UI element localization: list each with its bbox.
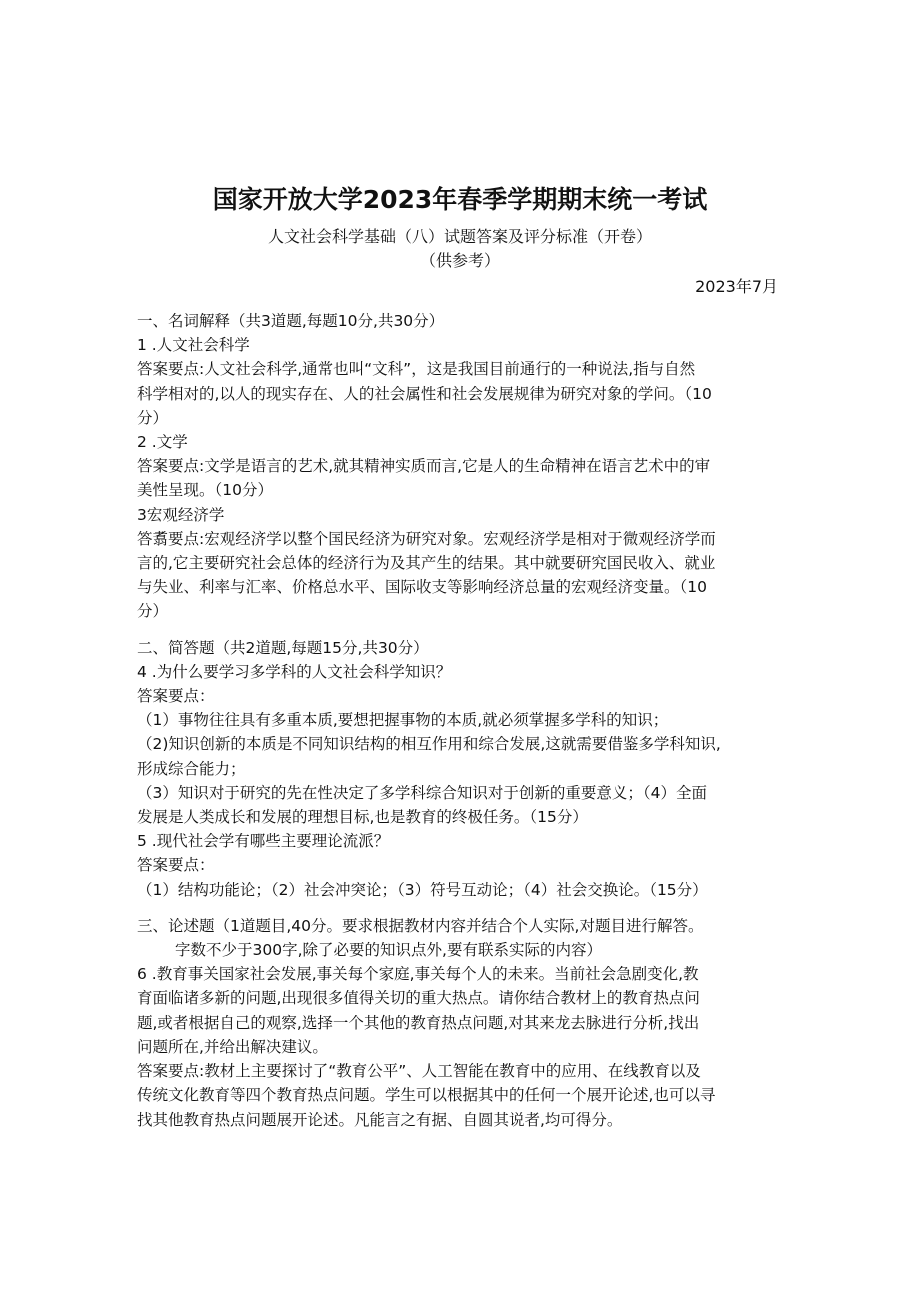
answer-line: 形成综合能力； xyxy=(137,759,246,778)
answer-line: （1）结构功能论；（2）社会冲突论；（3）符号互动论；（4）社会交换论。（15分） xyxy=(137,880,708,899)
section-heading: 三、论述题（1道题目,40分。要求根据教材内容并结合个人实际,对题目进行解答。 xyxy=(137,916,704,935)
reference-note: （供参考） xyxy=(419,251,500,270)
answer-line: 分） xyxy=(137,602,169,621)
document-title: 国家开放大学2023年春季学期期末统一考试 xyxy=(212,185,708,214)
question: 5 .现代社会学有哪些主要理论流派？ xyxy=(137,832,390,851)
answer-line: （2)知识创新的本质是不同知识结构的相互作用和综合发展,这就需要借鉴多学科知识, xyxy=(137,735,721,754)
answer-line: 发展是人类成长和发展的理想目标,也是教育的终极任务。（15分） xyxy=(137,808,588,827)
question: 1 .人文社会科学 xyxy=(137,336,250,355)
question-line: 问题所在,并给出解决建议。 xyxy=(137,1037,328,1056)
answer-line: 言的,它主要研究社会总体的经济行为及其产生的结果。其中就要研究国民收入、就业 xyxy=(137,554,716,573)
answer-line: 答翥要点:宏观经济学以整个国民经济为研究对象。宏观经济学是相对于微观经济学而 xyxy=(137,529,716,548)
question: 4 .为什么要学习多学科的人文社会科学知识？ xyxy=(137,662,452,681)
section-heading: 二、简答题（共2道题,每题15分,共30分） xyxy=(137,638,429,657)
question-line: 育面临诸多新的问题,出现很多值得关切的重大热点。请你结合教材上的教育热点问 xyxy=(137,989,700,1008)
answer-line: 答案要点:教材上主要探讨了“教育公平”、人工智能在教育中的应用、在线教育以及 xyxy=(137,1062,701,1081)
answer-line: 科学相对的,以人的现实存在、人的社会属性和社会发展规律为研究对象的学问。（10 xyxy=(137,384,712,403)
answer-line: （3）知识对于研究的先在性决定了多学科综合知识对于创新的重要意义；（4）全面 xyxy=(137,783,707,802)
question: 3宏观经济学 xyxy=(137,505,225,524)
section-spacer xyxy=(137,624,782,636)
answer-line: 美性呈现。（10分） xyxy=(137,481,273,500)
answer-label: 答案要点： xyxy=(137,856,215,875)
question-line: 6 .教育事关国家社会发展,事关每个家庭,事关每个人的未来。当前社会急剧变化,教 xyxy=(137,965,699,984)
document-date: 2023年7月 xyxy=(695,277,778,296)
question-line: 题,或者根据自己的观察,选择一个其他的教育热点问题,对其来龙去脉进行分析,找出 xyxy=(137,1013,700,1032)
answer-line: （1）事物往往具有多重本质,要想把握事物的本质,就必须掌握多学科的知识； xyxy=(137,711,669,730)
answer-line: 分） xyxy=(137,408,169,427)
document-subtitle: 人文社会科学基础（八）试题答案及评分标准（开卷） xyxy=(267,227,652,246)
answer-line: 答案要点:人文社会科学,通常也叫“文科”，这是我国目前通行的一种说法,指与自然 xyxy=(137,360,696,379)
answer-line: 传统文化教育等四个教育热点问题。学生可以根据其中的任何一个展开论述,也可以寻 xyxy=(137,1086,716,1105)
document-body xyxy=(137,309,782,1132)
section-heading-continued: 字数不少于300字,除了必要的知识点外,要有联系实际的内容） xyxy=(175,941,602,960)
question: 2 .文学 xyxy=(137,433,188,452)
section-heading: 一、名词解释（共3道题,每题10分,共30分） xyxy=(137,312,445,330)
answer-line: 找其他教育热点问题展开论述。凡能言之有据、自圆其说者,均可得分。 xyxy=(137,1110,623,1129)
answer-label: 答案要点： xyxy=(137,687,215,706)
section-spacer xyxy=(137,902,782,914)
answer-line: 与失业、利率与汇率、价格总水平、国际收支等影响经济总量的宏观经济变量。（10 xyxy=(137,578,707,597)
answer-line: 答案要点:文学是语言的艺术,就其精神实质而言,它是人的生命精神在语言艺术中的审 xyxy=(137,457,711,476)
